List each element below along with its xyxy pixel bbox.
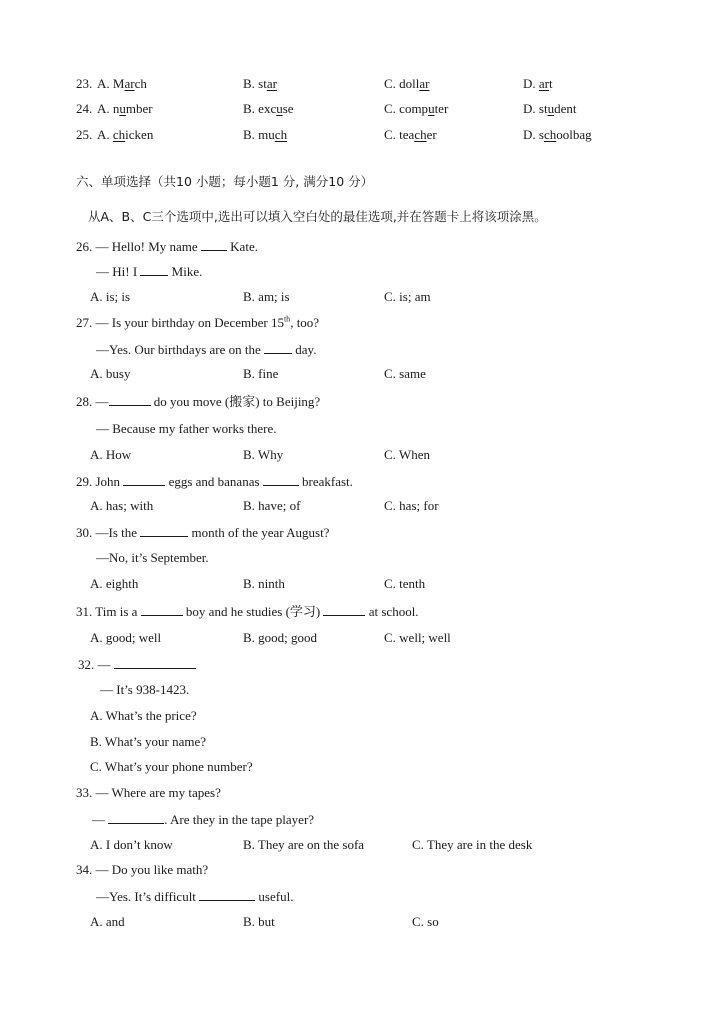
option-c: C. They are in the desk <box>412 837 533 852</box>
question-26-line-1: 26. — Hello! My name Kate. <box>76 239 258 254</box>
section-instruction: 从A、B、C三个选项中,选出可以填入空白处的最佳选项,并在答题卡上将该项涂黑。 <box>88 209 547 224</box>
question-27-line-2: —Yes. Our birthdays are on the day. <box>96 342 317 357</box>
underlined-letters: ch <box>112 127 126 142</box>
word-part: doll <box>399 76 420 91</box>
word-part: st <box>258 76 267 91</box>
question-30-line-2: —No, it’s September. <box>96 550 209 565</box>
phonetic-option <box>243 101 294 117</box>
word-part: t <box>549 76 553 91</box>
option-letter: B. <box>243 101 255 116</box>
question-number: 23. <box>76 76 93 91</box>
phonetic-option <box>97 127 153 143</box>
question-30-line-1: 30. —Is the month of the year August? <box>76 525 330 540</box>
option-b: B. good; good <box>243 630 318 645</box>
option-letter: D. <box>523 76 536 91</box>
answer-blank <box>264 341 292 354</box>
option-c: C. so <box>412 914 439 929</box>
option-c: C. When <box>384 447 430 462</box>
question-number: 31. <box>76 604 93 619</box>
option-letter: C. <box>384 101 396 116</box>
option-letter: C. <box>384 127 396 142</box>
option-a: A. has; with <box>90 498 154 513</box>
answer-blank <box>140 524 188 537</box>
question-number: 33. <box>76 785 93 800</box>
answer-blank <box>108 811 164 824</box>
answer-blank <box>323 603 365 616</box>
word-part: oolbag <box>556 127 592 142</box>
underlined-letters: ar <box>538 76 549 91</box>
option-b: B. They are on the sofa <box>243 837 365 852</box>
underlined-letters: u <box>119 101 126 116</box>
option-a: A. How <box>90 447 132 462</box>
phonetic-option <box>97 101 153 117</box>
question-number: 30. <box>76 525 93 540</box>
question-28-line-2: — Because my father works there. <box>96 421 277 436</box>
question-number: 25. <box>76 127 93 142</box>
answer-blank <box>114 656 196 669</box>
option-b: B. fine <box>243 366 279 381</box>
question-26-line-2: — Hi! I Mike. <box>96 264 203 279</box>
word-part: ter <box>434 101 449 116</box>
option-c: C. tenth <box>384 576 426 591</box>
word-part: s <box>538 127 544 142</box>
option-c: C. well; well <box>384 630 451 645</box>
question-34-line-2: —Yes. It’s difficult useful. <box>96 889 294 904</box>
phonetic-option <box>97 76 147 92</box>
answer-blank <box>140 263 168 276</box>
option-c: C. same <box>384 366 426 381</box>
word-part: dent <box>554 101 577 116</box>
option-b: B. have; of <box>243 498 301 513</box>
question-34-line-1: 34. — Do you like math? <box>76 862 209 877</box>
phonetic-option <box>243 76 277 92</box>
option-a: A. busy <box>90 366 131 381</box>
word-part: tea <box>399 127 415 142</box>
option-a: A. What’s the price? <box>90 708 197 723</box>
question-number: 26. <box>76 239 93 254</box>
underlined-letters: u <box>276 101 283 116</box>
option-letter: D. <box>523 127 536 142</box>
option-letter: B. <box>243 127 255 142</box>
word-part: st <box>538 101 548 116</box>
answer-blank <box>141 603 183 616</box>
option-letter: A. <box>97 101 110 116</box>
option-a: A. good; well <box>90 630 162 645</box>
phonetic-option <box>523 127 592 143</box>
word-part: se <box>282 101 294 116</box>
underlined-letters: ar <box>124 76 135 91</box>
option-a: A. and <box>90 914 125 929</box>
answer-blank <box>123 473 165 486</box>
option-letter: B. <box>243 76 255 91</box>
option-a: A. is; is <box>90 289 131 304</box>
question-32-line-2: — It’s 938-1423. <box>100 682 190 697</box>
option-b: B. am; is <box>243 289 290 304</box>
question-31-line-1: 31. Tim is a boy and he studies (学习) at school. <box>76 604 419 619</box>
answer-blank <box>263 473 299 486</box>
phonetic-option <box>384 127 437 143</box>
word-part: n <box>112 101 120 116</box>
question-number: 29. <box>76 474 93 489</box>
option-b: B. ninth <box>243 576 285 591</box>
question-33-line-2: — . Are they in the tape player? <box>92 812 315 827</box>
option-letter: A. <box>97 127 110 142</box>
word-part: exc <box>258 101 277 116</box>
underlined-letters: ch <box>414 127 427 142</box>
option-c: C. is; am <box>384 289 431 304</box>
phonetic-option <box>384 101 448 117</box>
phonetic-option <box>243 127 287 143</box>
phonetic-option <box>523 101 576 117</box>
option-b: B. but <box>243 914 275 929</box>
question-27-line-1: 27. — Is your birthday on December 15th, too? <box>76 314 320 330</box>
answer-blank <box>201 238 227 251</box>
question-number: 34. <box>76 862 93 877</box>
underlined-letters: u <box>547 101 555 116</box>
word-part: mu <box>258 127 275 142</box>
underlined-letters: u <box>428 101 435 116</box>
question-28-line-1: 28. — do you move (搬家) to Beijing? <box>76 394 321 409</box>
option-c: C. has; for <box>384 498 439 513</box>
option-letter: D. <box>523 101 536 116</box>
question-number: 27. <box>76 315 93 330</box>
answer-blank <box>199 888 255 901</box>
option-c: C. What’s your phone number? <box>90 759 253 774</box>
underlined-letters: ar <box>266 76 277 91</box>
option-letter: A. <box>97 76 110 91</box>
word-part: icken <box>125 127 154 142</box>
underlined-letters: ar <box>419 76 430 91</box>
word-part: M <box>112 76 125 91</box>
option-b: B. What’s your name? <box>90 734 207 749</box>
option-a: A. I don’t know <box>90 837 173 852</box>
question-number: 24. <box>76 101 93 116</box>
phonetic-option <box>384 76 430 92</box>
question-33-line-1: 33. — Where are my tapes? <box>76 785 221 800</box>
section-heading: 六、单项选择（共10 小题；每小题1 分, 满分10 分） <box>76 174 374 189</box>
word-part: ch <box>134 76 147 91</box>
question-32-line-1: 32. — <box>78 656 196 673</box>
question-number: 28. <box>76 394 93 409</box>
option-a: A. eighth <box>90 576 139 591</box>
phonetic-option <box>523 76 553 92</box>
word-part: comp <box>399 101 429 116</box>
word-part: er <box>426 127 437 142</box>
question-number: 32. <box>78 657 95 672</box>
option-b: B. Why <box>243 447 284 462</box>
underlined-letters: ch <box>274 127 288 142</box>
question-29-line-1: 29. John eggs and bananas breakfast. <box>76 474 353 489</box>
word-part: mber <box>125 101 153 116</box>
underlined-letters: ch <box>543 127 557 142</box>
option-letter: C. <box>384 76 396 91</box>
answer-blank <box>109 393 151 406</box>
